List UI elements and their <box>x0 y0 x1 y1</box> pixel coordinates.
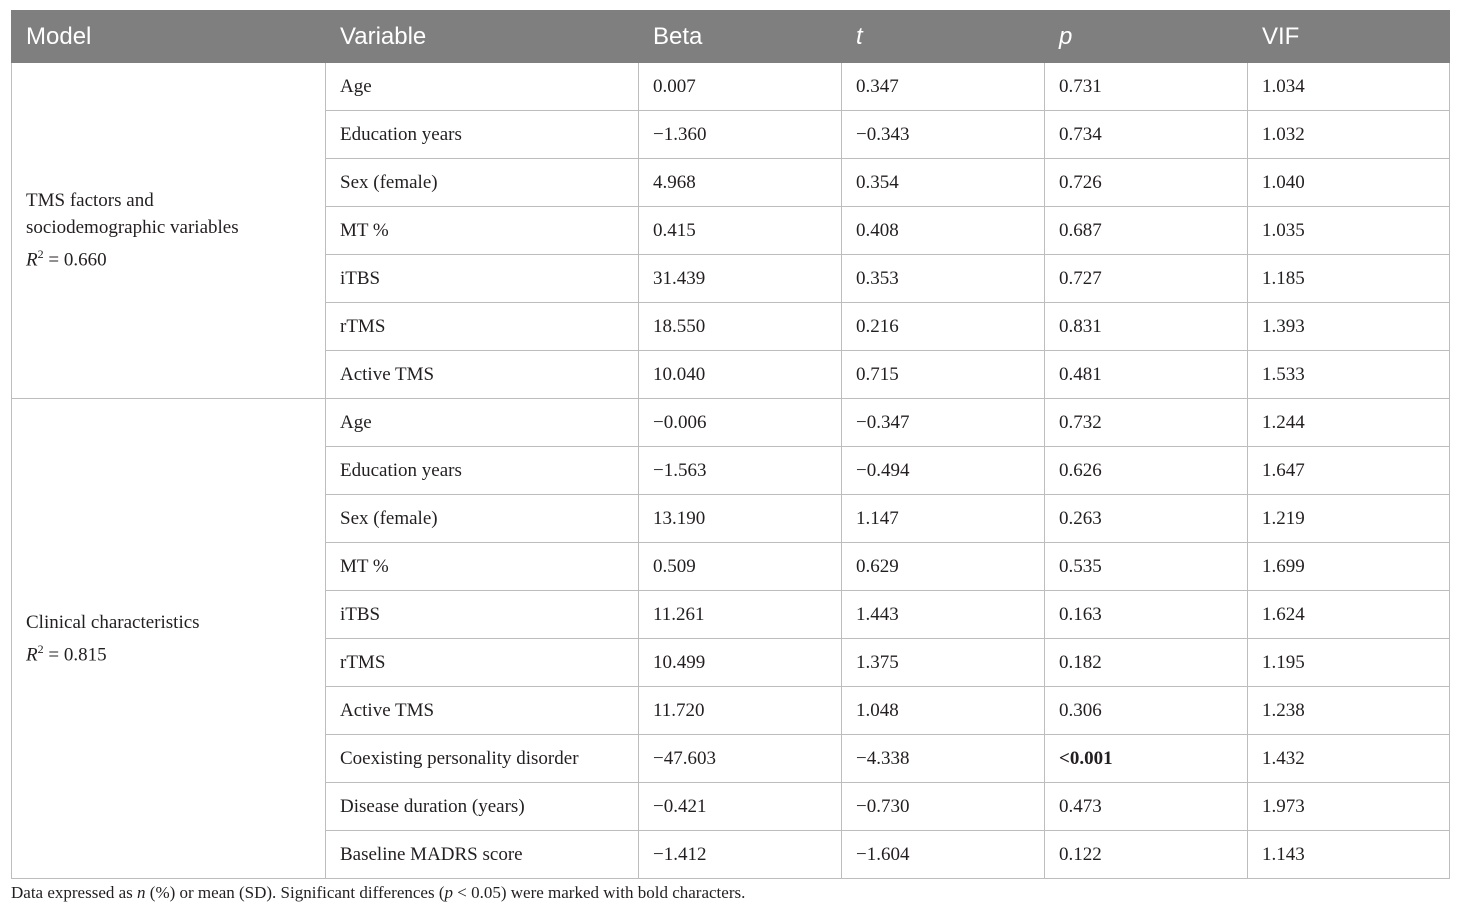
variable-cell: Sex (female) <box>326 495 639 543</box>
beta-cell: 10.040 <box>639 351 842 399</box>
beta-cell: −1.563 <box>639 447 842 495</box>
header-model: Model <box>12 11 326 63</box>
vif-cell: 1.034 <box>1248 63 1450 111</box>
p-cell: 0.263 <box>1045 495 1248 543</box>
vif-cell: 1.533 <box>1248 351 1450 399</box>
vif-cell: 1.035 <box>1248 207 1450 255</box>
variable-cell: Coexisting personality disorder <box>326 735 639 783</box>
vif-cell: 1.040 <box>1248 159 1450 207</box>
p-cell: 0.726 <box>1045 159 1248 207</box>
p-cell: 0.626 <box>1045 447 1248 495</box>
beta-cell: 4.968 <box>639 159 842 207</box>
header-p: p <box>1045 11 1248 63</box>
p-cell: 0.473 <box>1045 783 1248 831</box>
variable-cell: rTMS <box>326 303 639 351</box>
vif-cell: 1.143 <box>1248 831 1450 879</box>
vif-cell: 1.973 <box>1248 783 1450 831</box>
variable-cell: Sex (female) <box>326 159 639 207</box>
beta-cell: −1.412 <box>639 831 842 879</box>
vif-cell: 1.432 <box>1248 735 1450 783</box>
t-cell: 1.375 <box>842 639 1045 687</box>
beta-cell: 0.509 <box>639 543 842 591</box>
p-cell: 0.731 <box>1045 63 1248 111</box>
t-cell: 1.048 <box>842 687 1045 735</box>
model-name-line: Clinical characteristics <box>26 611 200 633</box>
t-cell: −0.343 <box>842 111 1045 159</box>
beta-cell: 0.415 <box>639 207 842 255</box>
vif-cell: 1.647 <box>1248 447 1450 495</box>
t-cell: 0.347 <box>842 63 1045 111</box>
p-cell: 0.831 <box>1045 303 1248 351</box>
beta-cell: 18.550 <box>639 303 842 351</box>
beta-cell: −0.006 <box>639 399 842 447</box>
vif-cell: 1.393 <box>1248 303 1450 351</box>
vif-cell: 1.032 <box>1248 111 1450 159</box>
p-cell: 0.734 <box>1045 111 1248 159</box>
beta-cell: −47.603 <box>639 735 842 783</box>
variable-cell: Education years <box>326 111 639 159</box>
vif-cell: 1.219 <box>1248 495 1450 543</box>
p-cell: 0.481 <box>1045 351 1248 399</box>
beta-cell: 0.007 <box>639 63 842 111</box>
t-cell: 0.354 <box>842 159 1045 207</box>
t-cell: 0.629 <box>842 543 1045 591</box>
t-cell: 1.147 <box>842 495 1045 543</box>
model-name-line: TMS factors and <box>26 190 154 212</box>
beta-cell: 13.190 <box>639 495 842 543</box>
variable-cell: Age <box>326 399 639 447</box>
p-cell: 0.163 <box>1045 591 1248 639</box>
p-cell: 0.182 <box>1045 639 1248 687</box>
t-cell: −0.730 <box>842 783 1045 831</box>
p-cell: <0.001 <box>1045 735 1248 783</box>
vif-cell: 1.624 <box>1248 591 1450 639</box>
vif-cell: 1.699 <box>1248 543 1450 591</box>
variable-cell: Education years <box>326 447 639 495</box>
variable-cell: MT % <box>326 207 639 255</box>
header-variable: Variable <box>326 11 639 63</box>
vif-cell: 1.244 <box>1248 399 1450 447</box>
p-cell: 0.535 <box>1045 543 1248 591</box>
header-beta: Beta <box>639 11 842 63</box>
t-cell: −4.338 <box>842 735 1045 783</box>
vif-cell: 1.185 <box>1248 255 1450 303</box>
variable-cell: Active TMS <box>326 687 639 735</box>
model-name-line: sociodemographic variables <box>26 217 239 239</box>
beta-cell: 11.261 <box>639 591 842 639</box>
regression-table <box>11 10 1450 879</box>
p-cell: 0.306 <box>1045 687 1248 735</box>
beta-cell: −0.421 <box>639 783 842 831</box>
p-cell: 0.727 <box>1045 255 1248 303</box>
model-r-squared: $R^2 = 0.815$ <box>26 641 107 666</box>
variable-cell: Disease duration (years) <box>326 783 639 831</box>
t-cell: 0.353 <box>842 255 1045 303</box>
variable-cell: iTBS <box>326 255 639 303</box>
t-cell: −0.347 <box>842 399 1045 447</box>
variable-cell: rTMS <box>326 639 639 687</box>
t-cell: 1.443 <box>842 591 1045 639</box>
model-cell <box>12 399 326 879</box>
beta-cell: 11.720 <box>639 687 842 735</box>
table-row <box>12 399 1450 447</box>
variable-cell: iTBS <box>326 591 639 639</box>
p-cell: 0.122 <box>1045 831 1248 879</box>
header-row <box>12 11 1450 63</box>
table-row <box>12 63 1450 111</box>
t-cell: 0.715 <box>842 351 1045 399</box>
header-vif: VIF <box>1248 11 1450 63</box>
beta-cell: −1.360 <box>639 111 842 159</box>
variable-cell: Age <box>326 63 639 111</box>
model-cell <box>12 63 326 399</box>
header-t: t <box>842 11 1045 63</box>
model-r-squared: $R^2 = 0.660$ <box>26 247 107 271</box>
beta-cell: 10.499 <box>639 639 842 687</box>
t-cell: 0.216 <box>842 303 1045 351</box>
vif-cell: 1.238 <box>1248 687 1450 735</box>
t-cell: −0.494 <box>842 447 1045 495</box>
t-cell: −1.604 <box>842 831 1045 879</box>
t-cell: 0.408 <box>842 207 1045 255</box>
beta-cell: 31.439 <box>639 255 842 303</box>
table-footnote: Data expressed as n (%) or mean (SD). Significant differences (p < 0.05) were marked with bold characters. <box>11 883 746 902</box>
p-cell: 0.687 <box>1045 207 1248 255</box>
variable-cell: MT % <box>326 543 639 591</box>
variable-cell: Baseline MADRS score <box>326 831 639 879</box>
variable-cell: Active TMS <box>326 351 639 399</box>
p-cell: 0.732 <box>1045 399 1248 447</box>
vif-cell: 1.195 <box>1248 639 1450 687</box>
